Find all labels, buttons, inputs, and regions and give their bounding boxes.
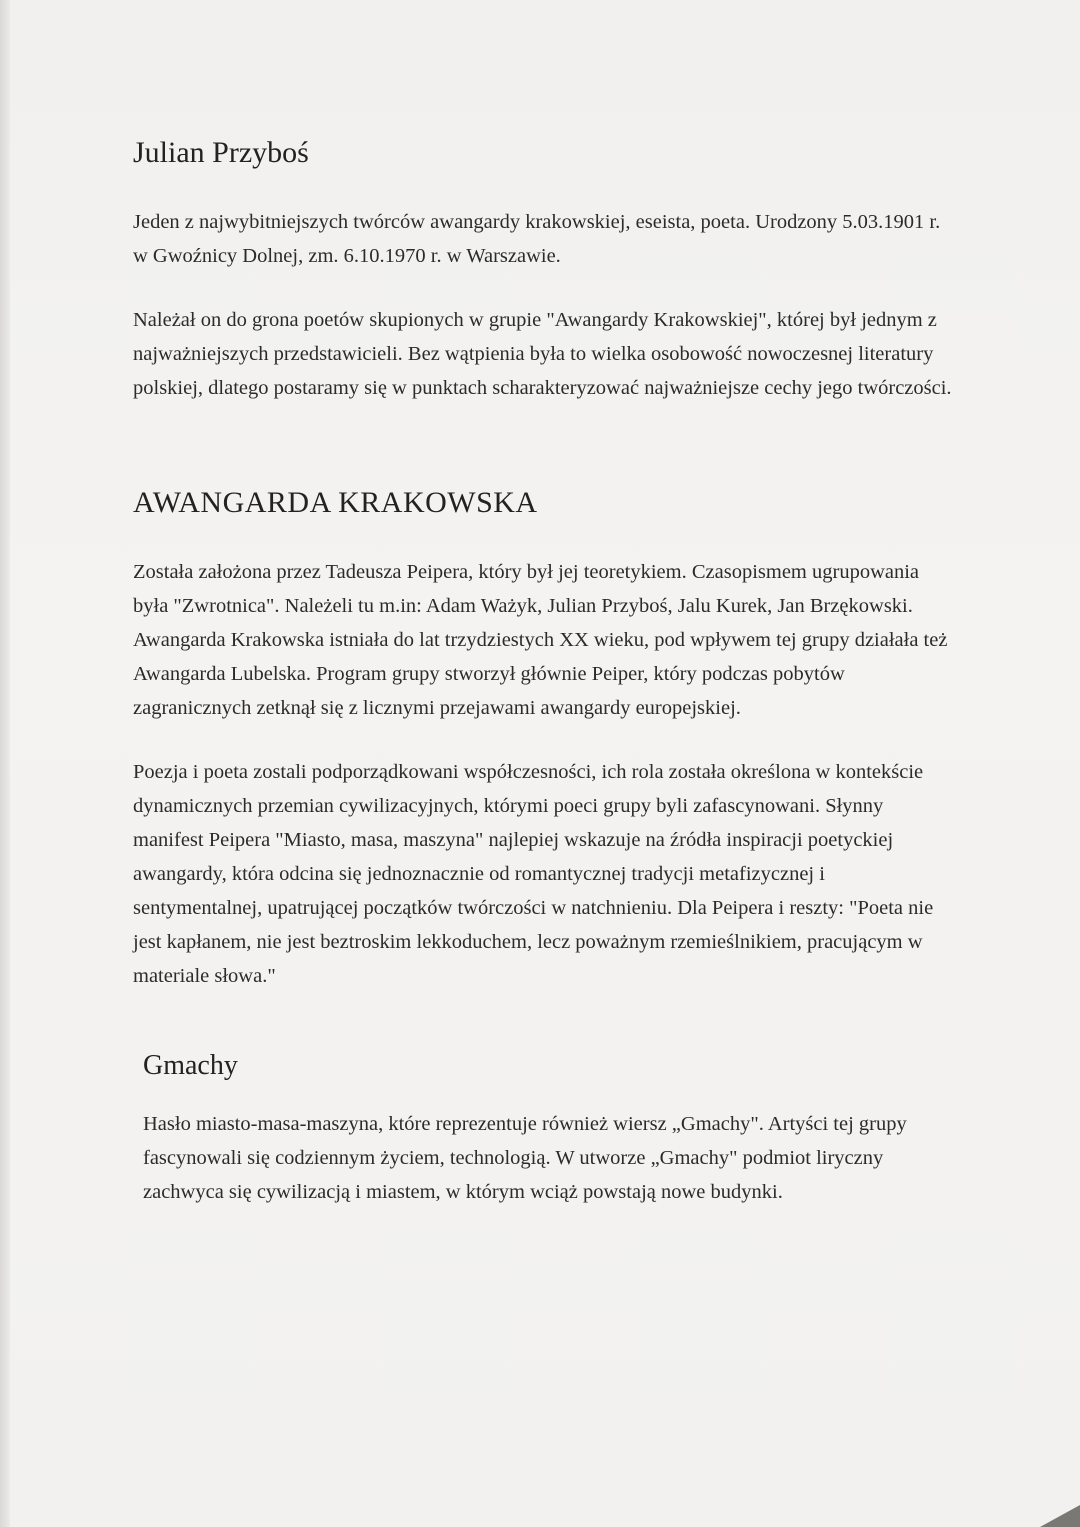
page-title: Julian Przyboś: [133, 136, 309, 169]
page-corner-fold: [1040, 1505, 1080, 1527]
founded-paragraph: Została założona przez Tadeusza Peipera, który był jej teoretykiem. Czasopismem ugrupowania była "Zwrotnica". Należeli tu m.in: Adam Ważyk, Julian Przyboś, Jalu Kurek, Jan Brzękowski. Awangarda Krakowska istniała do lat trzydziestych XX wieku, pod wpływem tej grupy działała też Awangarda Lubelska. Program grupy stworzył głównie Peiper, który podczas pobytów zagranicznych zetknął się z licznymi przejawami awangardy europejskiej.: [133, 561, 948, 719]
group-paragraph: Należał on do grona poetów skupionych w grupie "Awangardy Krakowskiej", której był jednym z najważniejszych przedstawicieli. Bez wątpienia była to wielka osobowość nowoczesnej literatury polskiej, dlatego postaramy się w punktach scharakteryzować najważniejsze cechy jego twórczości.: [133, 309, 952, 399]
document-content: [133, 135, 953, 1209]
page-edge-shadow: [0, 0, 10, 1527]
section-heading: AWANGARDA KRAKOWSKA: [133, 486, 538, 519]
subheading: Gmachy: [143, 1050, 238, 1081]
intro-paragraph: Jeden z najwybitniejszych twórców awangardy krakowskiej, eseista, poeta. Urodzony 5.03.1901 r. w Gwoźnicy Dolnej, zm. 6.10.1970 r. w Warszawie.: [133, 211, 941, 267]
poetry-paragraph: Poezja i poeta zostali podporządkowani współczesności, ich rola została określona w kontekście dynamicznych przemian cywilizacyjnych, którymi poeci grupy byli zafascynowani. Słynny manifest Peipera "Miasto, masa, maszyna" najlepiej wskazuje na źródła inspiracji poetyckiej awangardy, która odcina się jednoznacznie od romantycznej tradycji metafizycznej i sentymentalnej, upatrującej początków twórczości w natchnieniu. Dla Peipera i reszty: "Poeta nie jest kapłanem, nie jest beztroskim lekkoduchem, lecz poważnym rzemieślnikiem, pracującym w materiale słowa.": [133, 761, 934, 987]
gmachy-paragraph: Hasło miasto-masa-maszyna, które reprezentuje również wiersz „Gmachy". Artyści tej grupy fascynowali się codziennym życiem, technologią. W utworze „Gmachy" podmiot liryczny zachwyca się cywilizacją i miastem, w którym wciąż powstają nowe budynki.: [143, 1113, 907, 1203]
